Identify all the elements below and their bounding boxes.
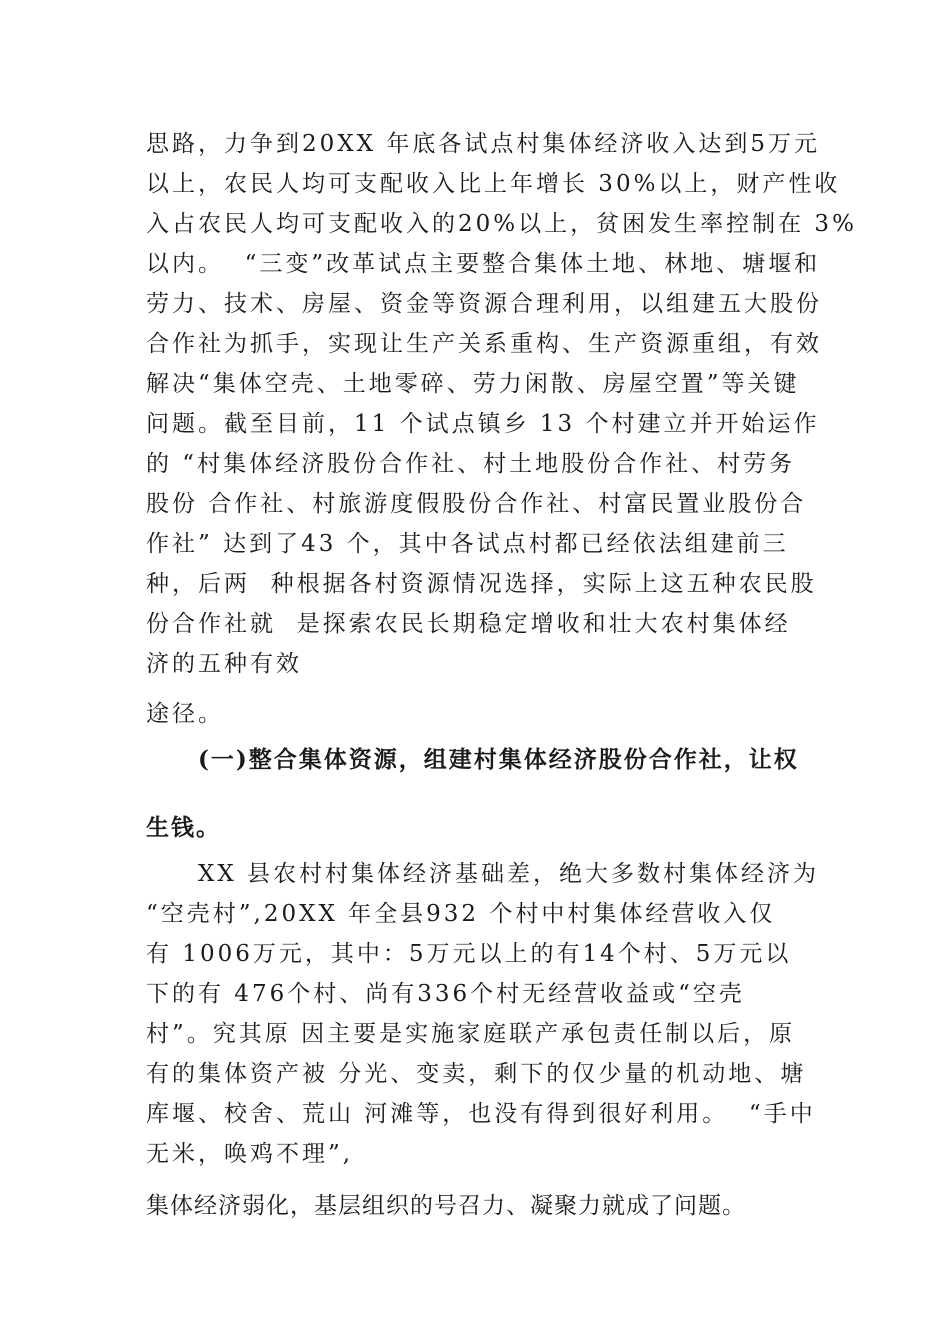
paragraph-line: 份合作社就 是探索农民长期稳定增收和壮大农村集体经 (146, 611, 791, 637)
section-heading: (一)整合集体资源，组建村集体经济股份合作社，让权 (198, 746, 799, 773)
paragraph-line: 库堰、校舍、荒山 河滩等，也没有得到很好利用。 “手中 (146, 1101, 816, 1127)
section-heading-continuation: 生钱。 (146, 814, 221, 841)
paragraph-line: 入占农民人均可支配收入的20%以上，贫困发生率控制在 3% (146, 211, 857, 237)
paragraph-line: 有的集体资产被 分光、变卖，剩下的仅少量的机动地、塘 (146, 1061, 807, 1087)
paragraph-line: 思路，力争到20XX 年底各试点村集体经济收入达到5万元 (146, 131, 820, 157)
paragraph-line: 济的五种有效 (146, 651, 302, 677)
paragraph-line: XX 县农村村集体经济基础差，绝大多数村集体经济为 (198, 861, 820, 887)
paragraph-line: 以上，农民人均可支配收入比上年增长 30%以上，财产性收 (146, 171, 841, 197)
paragraph-line: 村”。究其原 因主要是实施家庭联产承包责任制以后，原 (146, 1021, 796, 1047)
paragraph-line: 种，后两 种根据各村资源情况选择，实际上这五种农民股 (146, 571, 817, 597)
paragraph-line: 的 “村集体经济股份合作社、村土地股份合作社、村劳务 (146, 451, 796, 477)
paragraph-line: “空壳村”,20XX 年全县932 个村中村集体经营收入仅 (146, 901, 776, 927)
paragraph-line: 劳力、技术、房屋、资金等资源合理利用，以组建五大股份 (146, 291, 822, 317)
paragraph-line: 问题。截至目前，11 个试点镇乡 13 个村建立并开始运作 (146, 411, 820, 437)
paragraph-line: 有 1006万元，其中：5万元以上的有14个村、5万元以 (146, 941, 792, 967)
paragraph-tail: 途径。 (146, 701, 224, 727)
paragraph-tail: 集体经济弱化，基层组织的号召力、凝聚力就成了问题。 (146, 1193, 746, 1219)
paragraph-line: 无米，唤鸡不理”, (146, 1141, 354, 1167)
paragraph-line: 以内。 “三变”改革试点主要整合集体土地、林地、塘堰和 (146, 251, 821, 277)
paragraph-line: 下的有 476个村、尚有336个村无经营收益或“空壳 (146, 981, 745, 1007)
paragraph-line: 合作社为抓手，实现让生产关系重构、生产资源重组，有效 (146, 331, 822, 357)
paragraph-line: 作社” 达到了43 个，其中各试点村都已经依法组建前三 (146, 531, 789, 557)
paragraph-line: 解决“集体空壳、土地零碎、劳力闲散、房屋空置”等关键 (146, 371, 800, 397)
paragraph-line: 股份 合作社、村旅游度假股份合作社、村富民置业股份合 (146, 491, 807, 517)
